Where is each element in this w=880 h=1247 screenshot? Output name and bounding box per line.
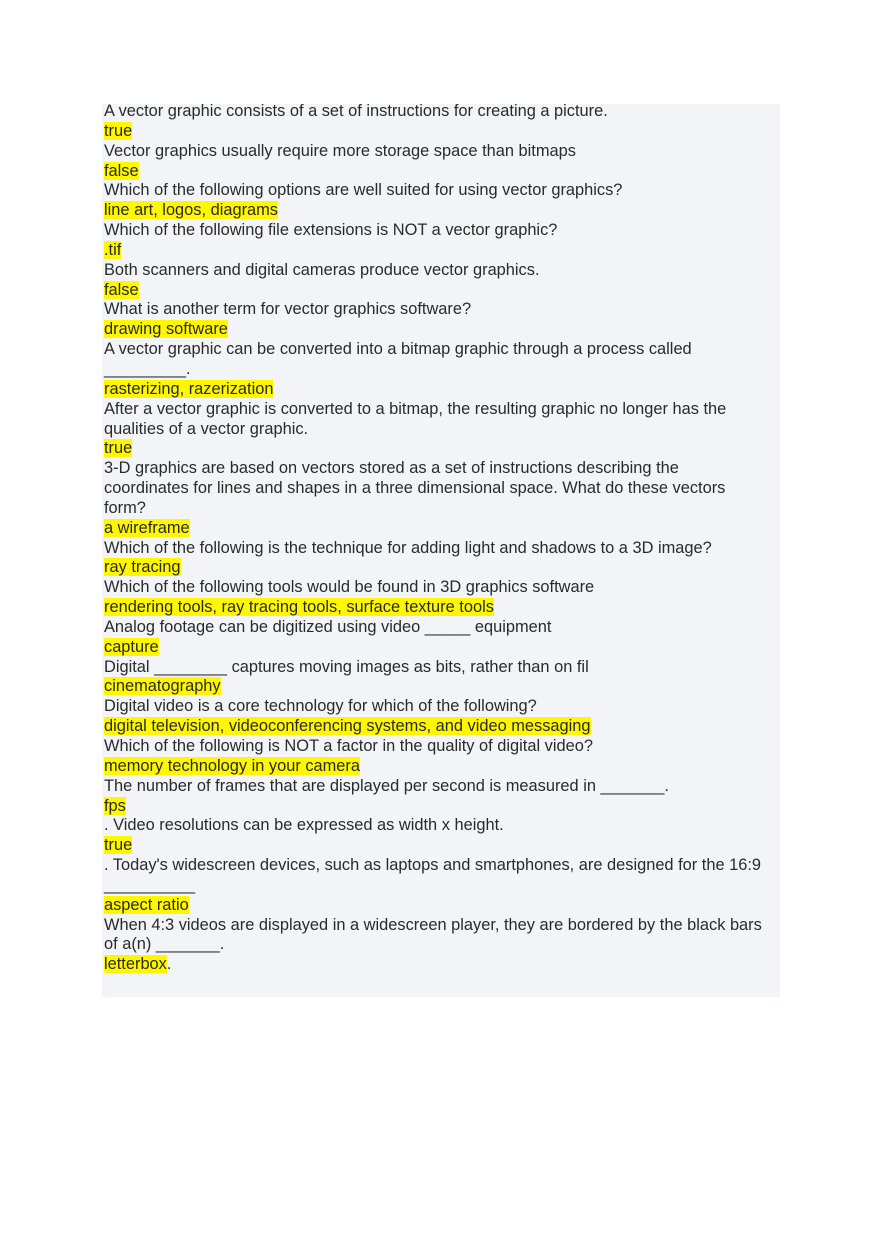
- question-text: Which of the following options are well suited for using vector graphics?: [104, 181, 623, 200]
- answer-text: [104, 558, 768, 578]
- flashcard-list: [104, 102, 768, 975]
- answer-text: [104, 122, 768, 142]
- answer-highlight: memory technology in your camera: [104, 756, 360, 775]
- question-text: Digital video is a core technology for which of the following?: [104, 697, 537, 716]
- question-text: Which of the following is NOT a factor in the quality of digital video?: [104, 737, 593, 755]
- question-text: A vector graphic can be converted into a bitmap graphic through a process called _________.: [104, 340, 692, 378]
- answer-text: [104, 201, 768, 221]
- answer-text: [104, 320, 768, 340]
- answer-highlight: true: [104, 836, 133, 855]
- question-text: Digital ________ captures moving images as bits, rather than on fil: [104, 657, 589, 676]
- answer-highlight: capture: [104, 637, 159, 656]
- question-text: Which of the following tools would be found in 3D graphics software: [104, 578, 595, 597]
- question-text: When 4:3 videos are displayed in a widescreen player, they are bordered by the black bars of a(n) _______.: [104, 915, 762, 954]
- answer-highlight: line art, logos, diagrams: [104, 201, 279, 220]
- question-text: What is another term for vector graphics software?: [104, 300, 472, 319]
- answer-text: [104, 955, 768, 975]
- answer-highlight: true: [104, 121, 133, 140]
- answer-highlight: true: [104, 439, 133, 458]
- answer-highlight: ray tracing: [104, 558, 181, 577]
- answer-highlight: digital television, videoconferencing systems, and video messaging: [104, 717, 591, 736]
- answer-highlight: false: [104, 161, 139, 180]
- answer-text: [104, 162, 768, 182]
- answer-text: [104, 896, 768, 916]
- question-text: Which of the following file extensions is NOT a vector graphic?: [104, 221, 558, 240]
- answer-highlight: a wireframe: [104, 518, 190, 537]
- question-text: Vector graphics usually require more storage space than bitmaps: [104, 141, 576, 160]
- question-text: A vector graphic consists of a set of instructions for creating a picture.: [104, 102, 608, 120]
- answer-highlight: aspect ratio: [104, 895, 189, 914]
- answer-text: [104, 836, 768, 856]
- answer-text: [104, 677, 768, 697]
- answer-text: [104, 638, 768, 658]
- answer-text: [104, 439, 768, 459]
- answer-text: [104, 757, 768, 777]
- answer-text: [104, 519, 768, 539]
- question-text: Which of the following is the technique for adding light and shadows to a 3D image?: [104, 538, 712, 557]
- question-text: Both scanners and digital cameras produce vector graphics.: [104, 260, 540, 279]
- question-text: After a vector graphic is converted to a bitmap, the resulting graphic no longer has the qualities of a vector graphic.: [104, 399, 727, 438]
- answer-highlight: rendering tools, ray tracing tools, surface texture tools: [104, 598, 494, 617]
- question-text: The number of frames that are displayed per second is measured in _______.: [104, 776, 669, 795]
- answer-text: [104, 241, 768, 261]
- answer-suffix: .: [166, 955, 172, 974]
- answer-text: [104, 380, 768, 400]
- answer-highlight: letterbox: [104, 955, 167, 974]
- answer-text: [104, 598, 768, 618]
- question-text: . Video resolutions can be expressed as width x height.: [104, 816, 504, 835]
- answer-text: [104, 717, 768, 737]
- answer-highlight: rasterizing, razerization: [104, 379, 274, 398]
- answer-highlight: .tif: [104, 240, 122, 259]
- answer-highlight: fps: [104, 796, 126, 815]
- answer-highlight: cinematography: [104, 677, 221, 696]
- question-text: 3-D graphics are based on vectors stored as a set of instructions describing the coordinates for lines and shapes in a three dimensional space. What do these vectors form?: [104, 459, 726, 517]
- answer-text: [104, 797, 768, 817]
- answer-highlight: false: [104, 280, 139, 299]
- question-text: . Today's widescreen devices, such as laptops and smartphones, are designed for the 16:9 __________: [104, 856, 762, 894]
- answer-text: [104, 281, 768, 301]
- question-text: Analog footage can be digitized using video _____ equipment: [104, 617, 552, 636]
- answer-highlight: drawing software: [104, 320, 228, 339]
